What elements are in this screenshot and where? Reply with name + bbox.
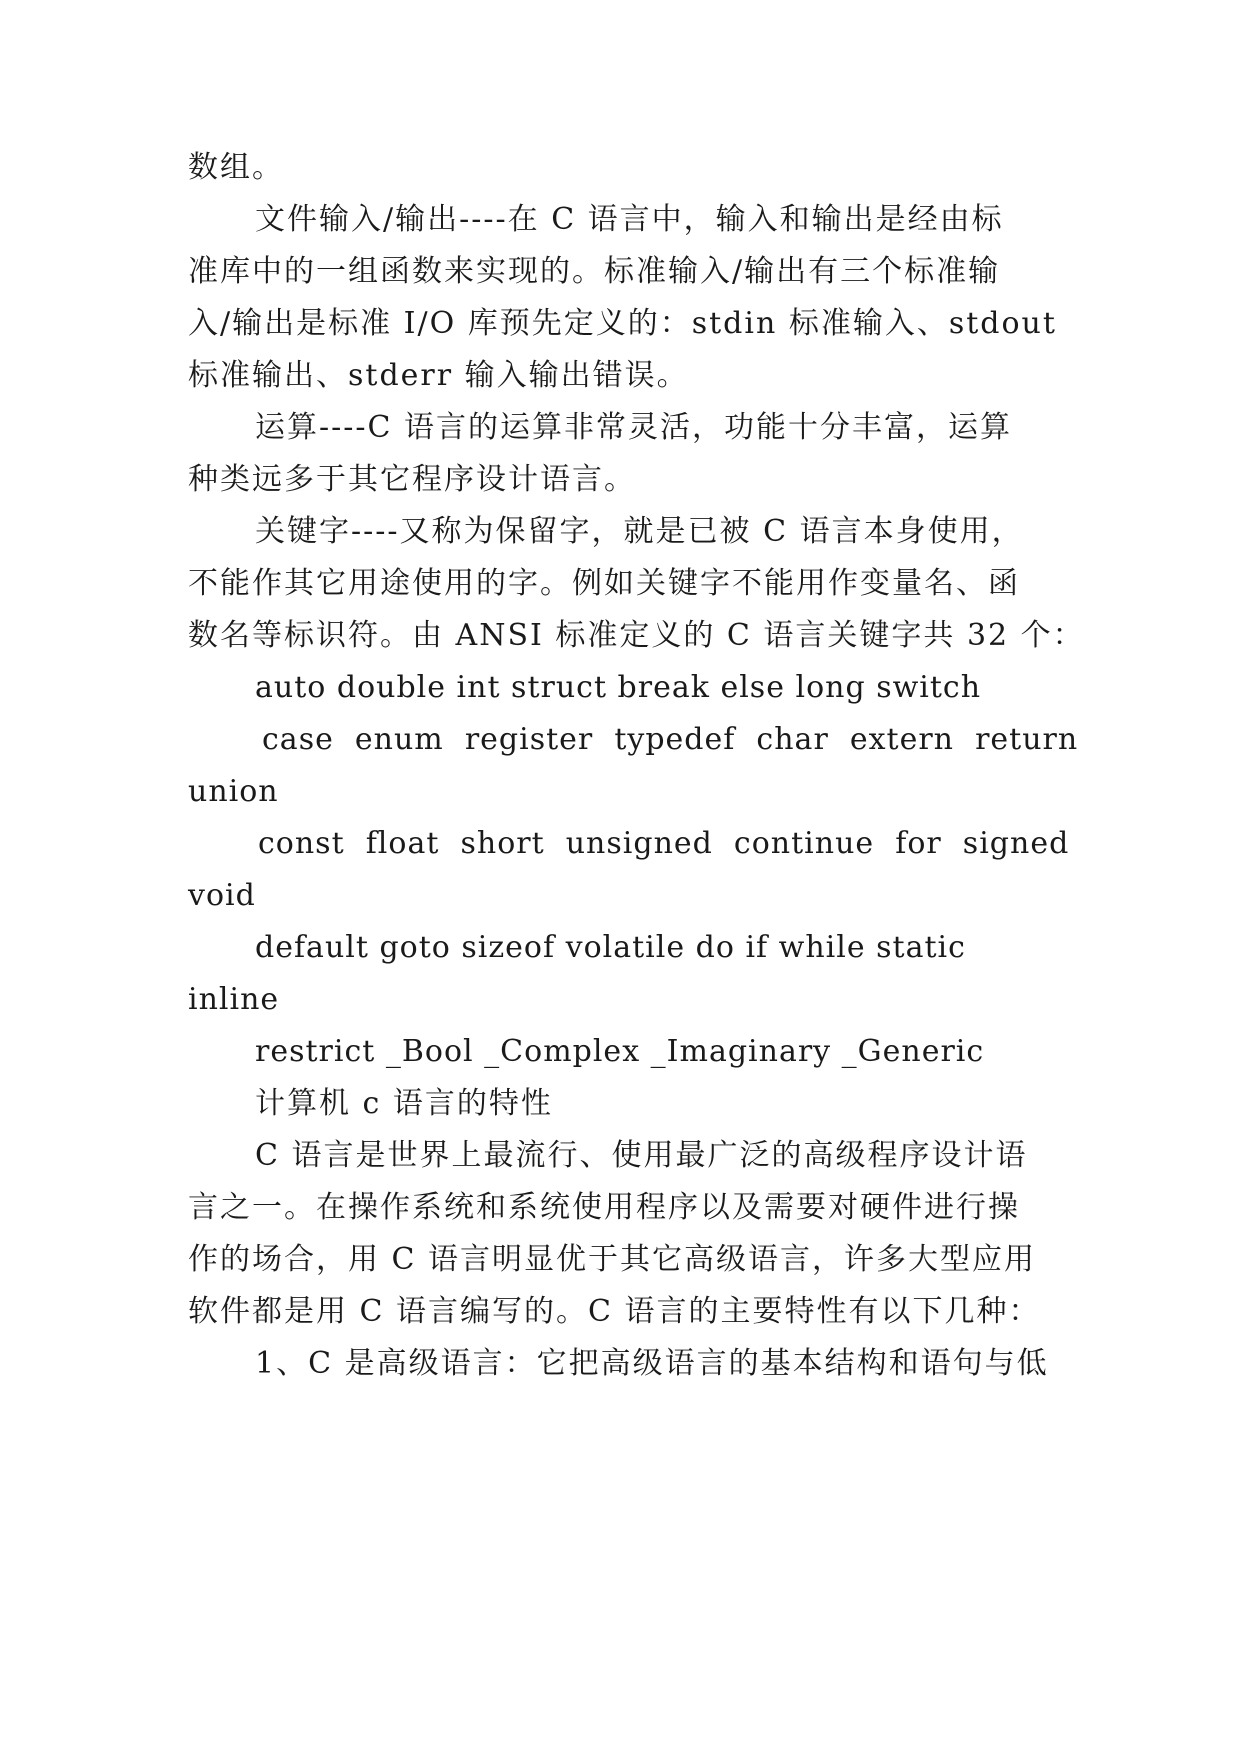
keyword-line: case enum register typedef char extern return: [262, 722, 1079, 757]
keyword-line: restrict _Bool _Complex _Imaginary _Generic: [255, 1034, 985, 1069]
keyword-line: inline: [188, 982, 280, 1017]
text-line: 作的场合，用 C 语言明显优于其它高级语言，许多大型应用: [188, 1242, 1037, 1277]
text-line: 种类远多于其它程序设计语言。: [188, 462, 636, 497]
text-line: C 语言是世界上最流行、使用最广泛的高级程序设计语: [255, 1138, 1028, 1173]
text-line: 不能作其它用途使用的字。例如关键字不能用作变量名、函: [188, 566, 1020, 601]
keyword-line: const float short unsigned continue for signed: [258, 826, 1070, 861]
keyword-line: void: [188, 878, 256, 913]
text-line: 数组。: [188, 150, 284, 185]
text-line: 软件都是用 C 语言编写的。C 语言的主要特性有以下几种：: [188, 1294, 1041, 1329]
section-heading: 计算机 c 语言的特性: [255, 1086, 553, 1121]
text-line: 入/输出是标准 I/O 库预先定义的：stdin 标准输入、stdout: [188, 306, 1057, 341]
text-line: 文件输入/输出----在 C 语言中，输入和输出是经由标: [255, 202, 1004, 237]
text-line: 言之一。在操作系统和系统使用程序以及需要对硬件进行操: [188, 1190, 1020, 1225]
text-line: 关键字----又称为保留字，就是已被 C 语言本身使用，: [255, 514, 1024, 549]
keyword-line: auto double int struct break else long switch: [255, 670, 982, 705]
text-line: 标准输出、stderr 输入输出错误。: [188, 358, 689, 393]
text-line: 1、C 是高级语言：它把高级语言的基本结构和语句与低: [255, 1346, 1049, 1381]
text-line: 运算----C 语言的运算非常灵活，功能十分丰富，运算: [255, 410, 1013, 445]
text-line: 数名等标识符。由 ANSI 标准定义的 C 语言关键字共 32 个：: [188, 618, 1085, 653]
keyword-line: union: [188, 774, 279, 809]
text-line: 准库中的一组函数来实现的。标准输入/输出有三个标准输: [188, 254, 1001, 289]
keyword-line: default goto sizeof volatile do if while static: [255, 930, 966, 965]
